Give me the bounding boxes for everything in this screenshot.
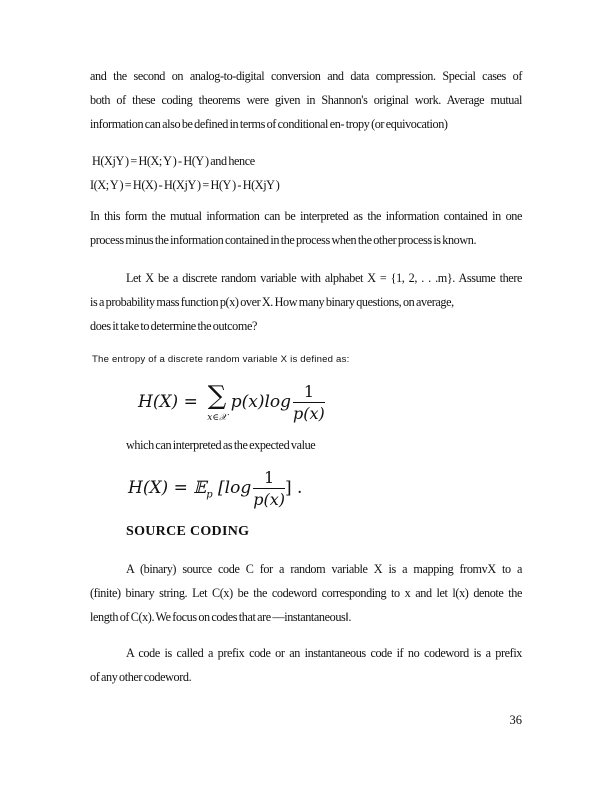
equation-mutual-information: I(X; Y ) = H(X) - H(XjY ) = H(Y ) - H(XjY ) <box>90 178 280 192</box>
paragraph2 <box>90 204 522 252</box>
fraction <box>293 381 325 424</box>
paragraph3-line: does it take to determine the outcome? <box>90 319 257 333</box>
paragraph2-line: process minus the information contained in the process when the other process is known. <box>90 233 477 247</box>
entropy-intro: The entropy of a discrete random variable X is defined as: <box>92 354 350 365</box>
entropy-formula <box>90 380 522 425</box>
formula-close: ] . <box>284 478 303 498</box>
expected-value-formula <box>90 467 522 510</box>
paragraph4 <box>90 557 522 629</box>
summation-sign: ∑ <box>207 381 227 411</box>
paragraph3-line: Let X be a discrete random variable with alphabet X = {1, 2, . . .m}. Assume there <box>126 271 522 285</box>
paragraph2-line: In this form the mutual information can be interpreted as the information contained in one <box>90 209 522 223</box>
formula-subscript: p <box>206 489 213 501</box>
numerator: 1 <box>253 467 285 489</box>
paragraph4-line: A (binary) source code C for a random variable X is a mapping fromvX to a <box>126 562 522 576</box>
paragraph1-line: both of these coding theorems were given in Shannon's original work. Average mutual <box>90 93 522 107</box>
formula-lhs: H(X) = 𝔼 <box>128 478 207 498</box>
equation-conditional-entropy: H(XjY ) = H(X; Y ) - H(Y ) and hence <box>92 154 255 168</box>
expected-value-text: which can interpreted as the expected value <box>126 438 316 452</box>
denominator: p(x) <box>253 490 285 509</box>
paragraph1 <box>90 64 522 136</box>
paragraph4-line: (finite) binary string. Let C(x) be the codeword corresponding to x and let l(x) denote the <box>90 586 522 600</box>
paragraph1-line: information can also be defined in terms of conditional en- tropy (or equivocation) <box>90 117 448 131</box>
paragraph5-line: A code is called a prefix code or an instantaneous code if no codeword is a prefix <box>126 646 522 660</box>
paragraph5-line: of any other codeword. <box>90 670 192 684</box>
summation <box>207 380 226 425</box>
numerator: 1 <box>293 381 325 403</box>
paragraph3-line: is a probability mass function p(x) over X. How many binary questions, on average, <box>90 295 454 309</box>
summation-subscript: x∈𝒳 <box>207 413 227 423</box>
formula-lhs: H(X) = <box>138 392 198 412</box>
formula-body: p(x)log <box>230 392 292 412</box>
paragraph5 <box>90 641 522 689</box>
paragraph3 <box>90 266 522 338</box>
paragraph4-line: length of C(x). We focus on codes that are —instantaneous‖. <box>90 610 352 624</box>
fraction <box>253 467 285 510</box>
formula-body: [log <box>218 478 252 498</box>
denominator: p(x) <box>293 404 325 423</box>
section-heading: SOURCE CODING <box>126 524 250 539</box>
paragraph1-line: and the second on analog-to-digital conversion and data compression. Special cases of <box>90 69 522 83</box>
page-number: 36 <box>509 713 522 727</box>
